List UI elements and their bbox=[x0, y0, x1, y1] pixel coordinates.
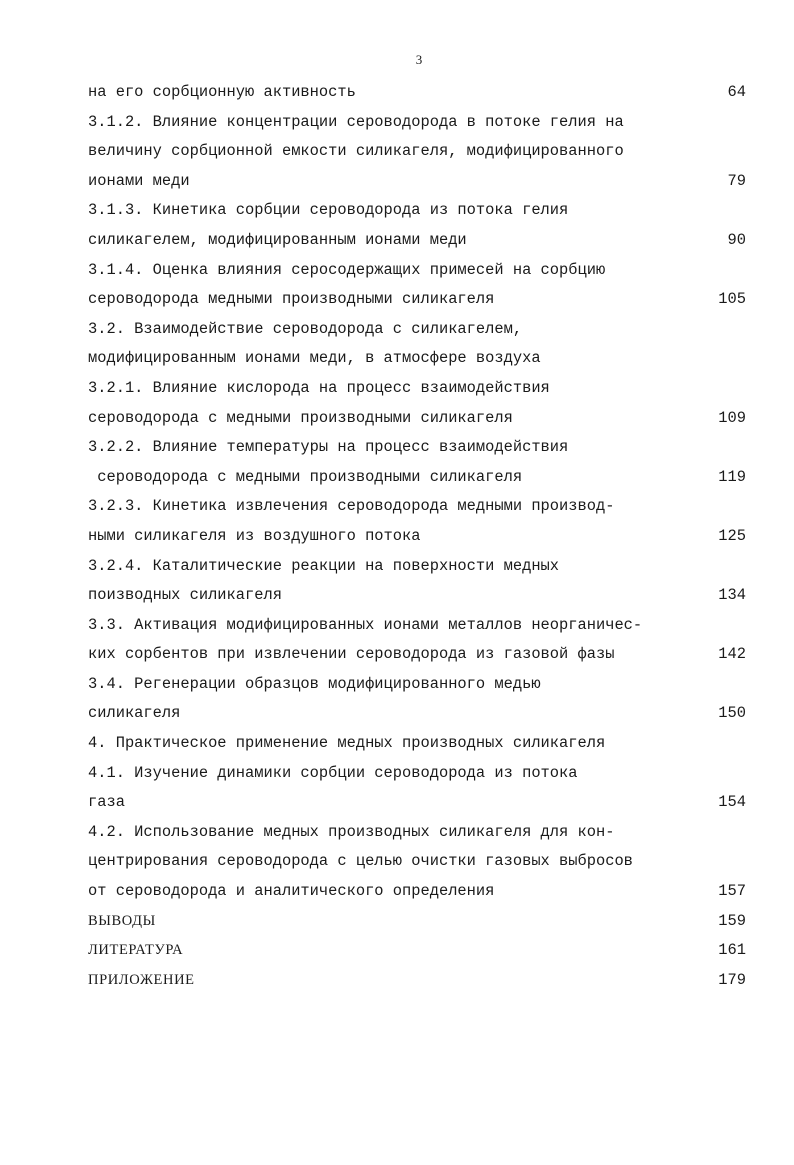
toc-entry-page: 157 bbox=[718, 882, 746, 901]
toc-entry bbox=[88, 226, 746, 256]
toc-entry bbox=[88, 374, 746, 404]
toc-entry-text: 3.2.1. Влияние кислорода на процесс взаимодействия bbox=[88, 378, 550, 397]
toc-entry bbox=[88, 522, 746, 552]
toc-entry-text: 4. Практическое применение медных производных силикагеля bbox=[88, 734, 606, 753]
toc-entry-text: ВЫВОДЫ bbox=[88, 912, 156, 929]
toc-entry-text: ПРИЛОЖЕНИЕ bbox=[88, 971, 195, 988]
toc-entry bbox=[88, 344, 746, 374]
toc-entry bbox=[88, 670, 746, 700]
toc-entry-text: силикагелем, модифицированным ионами меди bbox=[88, 230, 467, 249]
toc-entry-page: 154 bbox=[718, 793, 746, 812]
toc-entry-text: центрирования сероводорода с целью очистки газовых выбросов bbox=[88, 852, 633, 871]
toc-entry-text: 3.3. Активация модифицированных ионами металлов неорганичес- bbox=[88, 615, 643, 634]
toc-entry bbox=[88, 877, 746, 907]
toc-entry bbox=[88, 108, 746, 138]
toc-entry-text: ЛИТЕРАТУРА bbox=[88, 942, 184, 959]
toc-entry-text: сероводорода с медными производными силикагеля bbox=[88, 408, 513, 427]
toc-entry-page: 105 bbox=[718, 290, 746, 309]
toc-entry bbox=[88, 137, 746, 167]
toc-entry-page: 142 bbox=[718, 645, 746, 664]
toc-entry bbox=[88, 818, 746, 848]
toc-entry-text: 3.1.3. Кинетика сорбции сероводорода из потока гелия bbox=[88, 201, 569, 220]
toc-entry bbox=[88, 759, 746, 789]
toc-entry bbox=[88, 729, 746, 759]
toc-entry bbox=[88, 699, 746, 729]
toc-entry-text: 3.2.4. Каталитические реакции на поверхности медных bbox=[88, 556, 560, 575]
toc-entry-text: 3.1.4. Оценка влияния серосодержащих примесей на сорбцию bbox=[88, 260, 606, 279]
toc-entry-text: 4.1. Изучение динамики сорбции сероводорода из потока bbox=[88, 763, 578, 782]
toc-entry bbox=[88, 552, 746, 582]
toc-entry bbox=[88, 404, 746, 434]
toc-entry bbox=[88, 936, 746, 966]
toc-entry bbox=[88, 492, 746, 522]
toc-entry bbox=[88, 256, 746, 286]
toc-entry bbox=[88, 907, 746, 937]
toc-entry bbox=[88, 463, 746, 493]
toc-entry bbox=[88, 167, 746, 197]
toc-entry-page: 159 bbox=[718, 911, 746, 930]
toc-entry-text: силикагеля bbox=[88, 704, 181, 723]
toc-entry-page: 134 bbox=[718, 586, 746, 605]
toc-entry-page: 64 bbox=[727, 83, 746, 101]
toc-entry-page: 79 bbox=[727, 171, 746, 190]
toc-entry-text: модифицированным ионами меди, в атмосфере воздуха bbox=[88, 349, 541, 368]
toc-entry-text: 3.2. Взаимодействие сероводорода с силикагелем, bbox=[88, 319, 523, 338]
toc-entry-page: 150 bbox=[718, 704, 746, 723]
toc-entry bbox=[88, 966, 746, 996]
toc-entry-page: 161 bbox=[718, 941, 746, 960]
toc-entry bbox=[88, 196, 746, 226]
toc-entry bbox=[88, 640, 746, 670]
toc-entry-text: 3.2.3. Кинетика извлечения сероводорода медными производ- bbox=[88, 497, 615, 516]
toc-entry bbox=[88, 788, 746, 818]
toc-entry-text: 4.2. Использование медных производных силикагеля для кон- bbox=[88, 822, 615, 841]
toc-entry-text: 3.4. Регенерации образцов модифицированного медью bbox=[88, 674, 541, 693]
toc-entry bbox=[88, 78, 746, 108]
toc-entry-page: 90 bbox=[727, 230, 746, 249]
toc-entry-text: 3.2.2. Влияние температуры на процесс взаимодействия bbox=[88, 438, 569, 457]
toc-entry-text: сероводорода с медными производными силикагеля bbox=[88, 467, 523, 486]
toc-entry bbox=[88, 581, 746, 611]
toc-entry-text: на его сорбционную активность bbox=[88, 83, 356, 101]
toc-entry-text: ионами меди bbox=[88, 171, 190, 190]
toc-entry-page: 179 bbox=[718, 970, 746, 989]
toc-entry-text: величину сорбционной емкости силикагеля, модифицированного bbox=[88, 142, 624, 161]
toc-entry bbox=[88, 847, 746, 877]
toc-entry-page: 109 bbox=[718, 408, 746, 427]
toc-entry-text: газа bbox=[88, 793, 125, 812]
toc-entry bbox=[88, 285, 746, 315]
toc-entry-text: 3.1.2. Влияние концентрации сероводорода в потоке гелия на bbox=[88, 112, 624, 131]
toc-entry-page: 125 bbox=[718, 526, 746, 545]
toc-entry-text: от сероводорода и аналитического определения bbox=[88, 882, 495, 901]
toc-entry-text: поизводных силикагеля bbox=[88, 586, 282, 605]
toc-entry bbox=[88, 315, 746, 345]
toc-entry-text: ких сорбентов при извлечении сероводорода из газовой фазы bbox=[88, 645, 615, 664]
toc-entry bbox=[88, 433, 746, 463]
toc-entry-text: ными силикагеля из воздушного потока bbox=[88, 526, 421, 545]
table-of-contents bbox=[88, 78, 746, 995]
toc-entry bbox=[88, 611, 746, 641]
page-number: 3 bbox=[415, 52, 423, 67]
toc-entry-text: сероводорода медными производными силикагеля bbox=[88, 290, 495, 309]
toc-entry-page: 119 bbox=[718, 467, 746, 486]
